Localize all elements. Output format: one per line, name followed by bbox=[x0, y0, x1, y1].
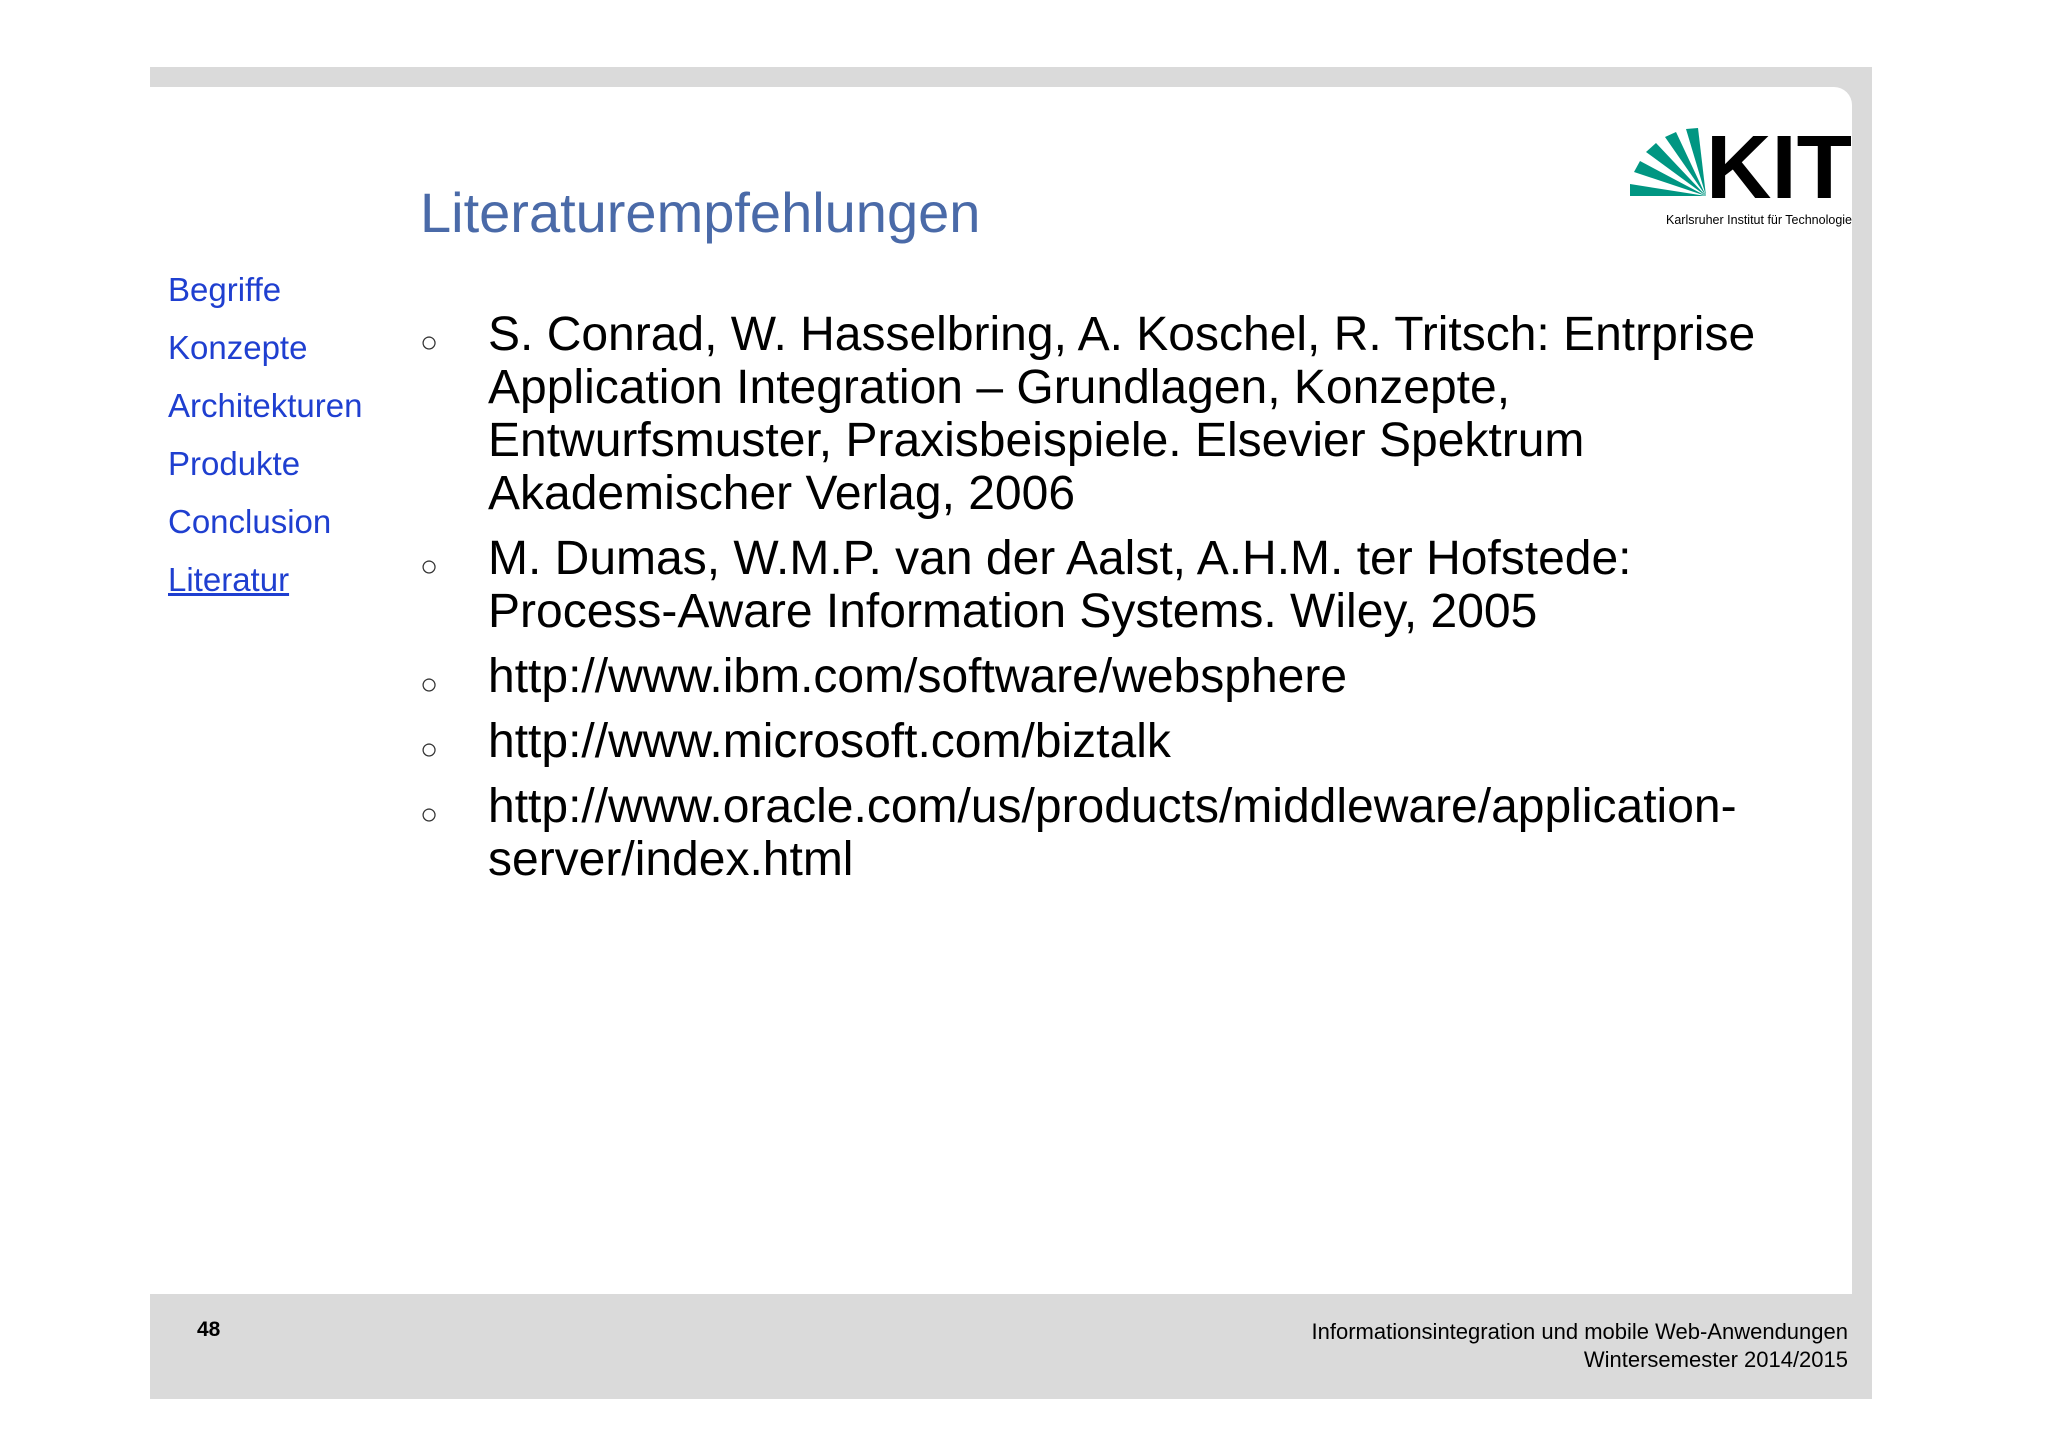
footer-course-info bbox=[1312, 1318, 1849, 1374]
nav-item-konzepte[interactable]: Konzepte bbox=[168, 329, 308, 366]
circle-bullet-icon: ○ bbox=[420, 326, 439, 359]
nav-item-literatur[interactable]: Literatur bbox=[168, 561, 290, 598]
reference-link-oracle[interactable]: http://www.oracle.com/us/products/middleware/application-server/index.html bbox=[488, 780, 1737, 886]
reference-text: M. Dumas, W.M.P. van der Aalst, A.H.M. ter Hofstede: Process-Aware Information Systems. Wiley, 2005 bbox=[488, 532, 1632, 638]
sidebar-nav bbox=[168, 268, 362, 616]
circle-bullet-icon: ○ bbox=[420, 550, 439, 583]
reference-item bbox=[420, 532, 1820, 638]
reference-item bbox=[420, 308, 1820, 520]
nav-item-conclusion[interactable]: Conclusion bbox=[168, 503, 332, 540]
circle-bullet-icon: ○ bbox=[420, 798, 439, 831]
footer-course-title: Informationsintegration und mobile Web-Anwendungen bbox=[1311, 1319, 1848, 1344]
reference-item bbox=[420, 650, 1820, 703]
circle-bullet-icon: ○ bbox=[420, 733, 439, 766]
slide-title: Literaturempfehlungen bbox=[420, 181, 981, 244]
reference-text: S. Conrad, W. Hasselbring, A. Koschel, R. Tritsch: Entrprise Application Integration – Grundlagen, Konzepte, Entwurfsmuster, Praxisbeispiele. Elsevier Spektrum Akademischer Verlag, 2006 bbox=[488, 308, 1756, 520]
page-number: 48 bbox=[197, 1318, 221, 1341]
kit-fan-icon bbox=[1630, 128, 1706, 196]
reference-list bbox=[420, 308, 1820, 898]
reference-item bbox=[420, 780, 1820, 886]
footer-semester: Wintersemester 2014/2015 bbox=[1583, 1347, 1848, 1372]
reference-link-microsoft[interactable]: http://www.microsoft.com/biztalk bbox=[488, 715, 1171, 768]
nav-item-begriffe[interactable]: Begriffe bbox=[168, 271, 282, 308]
kit-wordmark: KIT bbox=[1706, 128, 1852, 218]
circle-bullet-icon: ○ bbox=[420, 668, 439, 701]
reference-link-ibm[interactable]: http://www.ibm.com/software/websphere bbox=[488, 650, 1348, 703]
logo-caption: Karlsruher Institut für Technologie bbox=[1666, 213, 1852, 227]
reference-item bbox=[420, 715, 1820, 768]
nav-item-produkte[interactable]: Produkte bbox=[168, 445, 301, 482]
nav-item-architekturen[interactable]: Architekturen bbox=[168, 387, 363, 424]
